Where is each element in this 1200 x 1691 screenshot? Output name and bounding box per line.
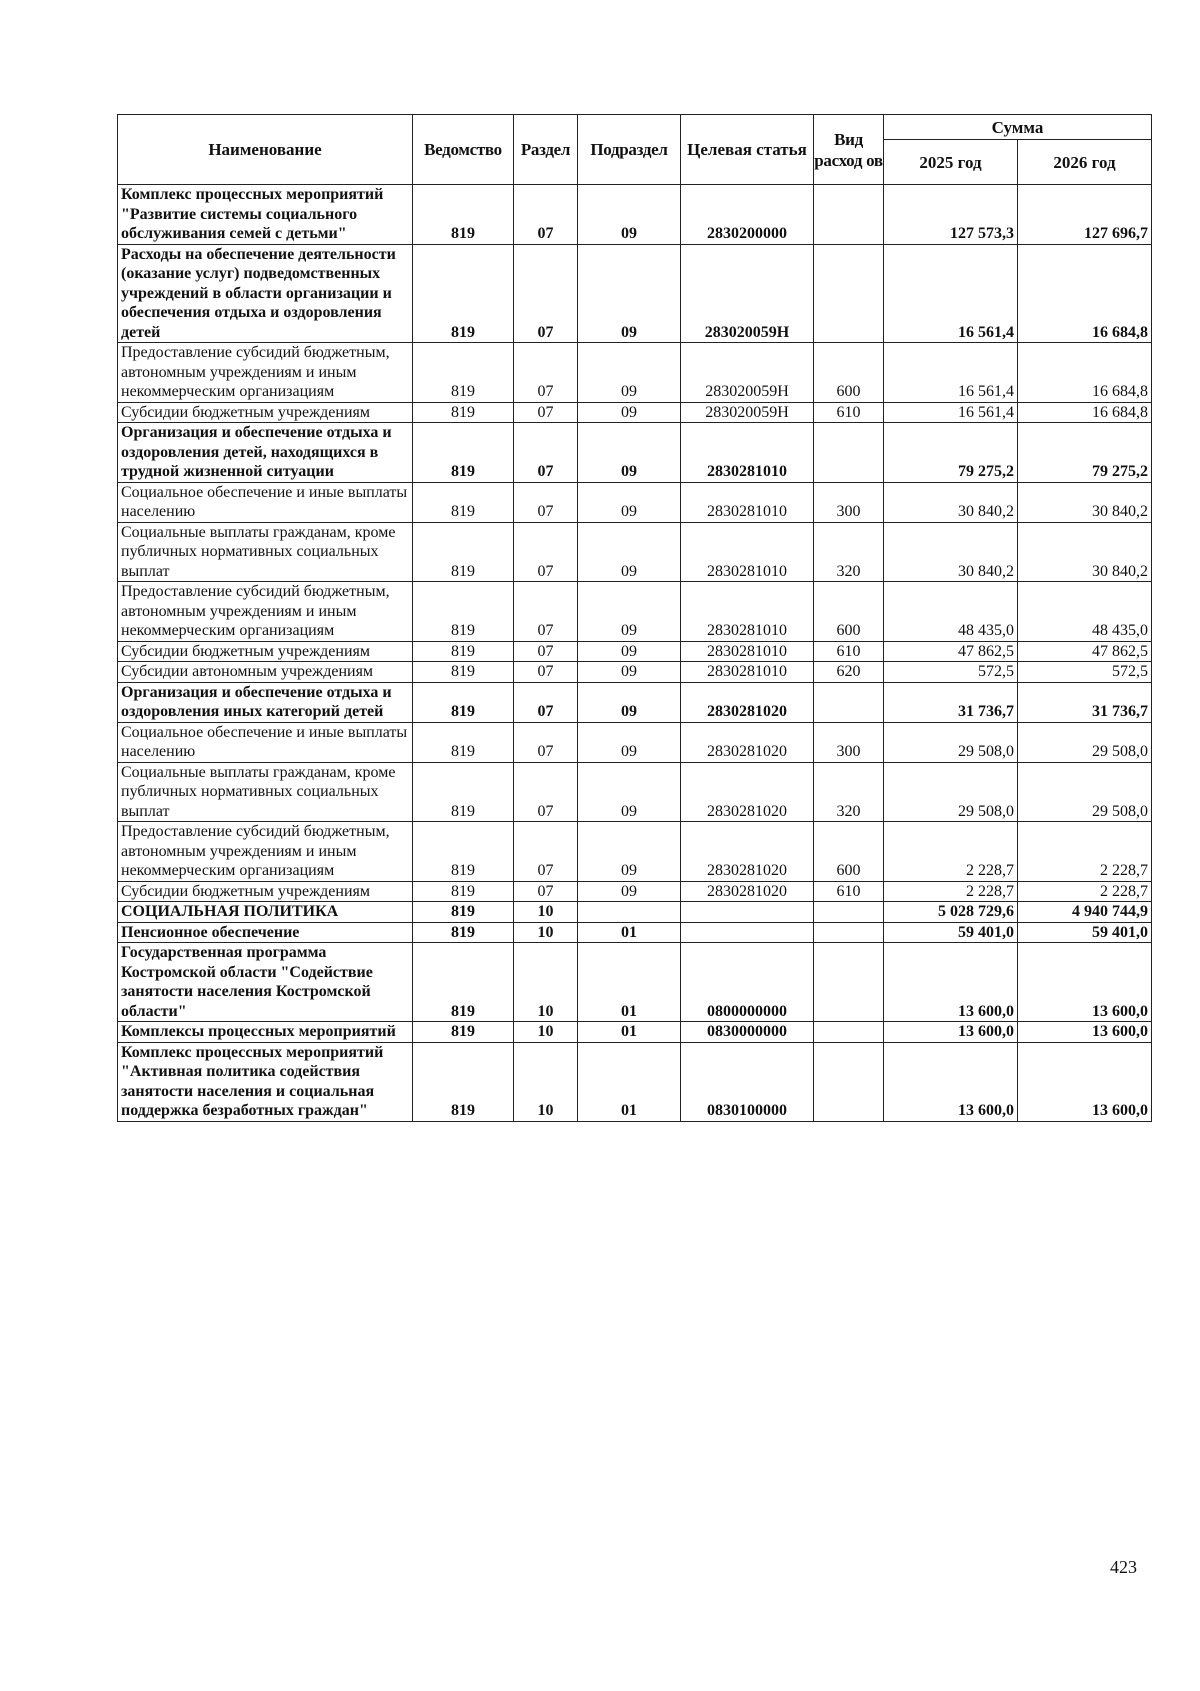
- row-name-cell: Пенсионное обеспечение: [118, 922, 413, 943]
- row-razdel-cell: 07: [514, 822, 578, 882]
- row-statya-cell: [681, 902, 814, 923]
- row-podrazdel-cell: 09: [578, 822, 681, 882]
- row-name-cell: Государственная программа Костромской области "Содействие занятости населения Костромской области": [118, 943, 413, 1022]
- row-razdel-cell: 07: [514, 343, 578, 403]
- row-sum-2025-cell: 29 508,0: [884, 762, 1018, 822]
- row-statya-cell: 0800000000: [681, 943, 814, 1022]
- table-row: [118, 762, 1152, 822]
- row-vid-cell: 610: [814, 881, 884, 902]
- row-razdel-cell: 07: [514, 641, 578, 662]
- row-vedomstvo-cell: 819: [413, 943, 514, 1022]
- row-vid-cell: 320: [814, 762, 884, 822]
- header-podrazdel: Подраздел: [578, 115, 681, 185]
- row-sum-2025-cell: 79 275,2: [884, 423, 1018, 483]
- row-sum-2025-cell: 13 600,0: [884, 1042, 1018, 1121]
- row-statya-cell: 2830281010: [681, 662, 814, 683]
- row-podrazdel-cell: 09: [578, 722, 681, 762]
- row-vedomstvo-cell: 819: [413, 343, 514, 403]
- row-podrazdel-cell: 09: [578, 482, 681, 522]
- row-razdel-cell: 07: [514, 423, 578, 483]
- row-podrazdel-cell: 01: [578, 922, 681, 943]
- row-vid-cell: 610: [814, 402, 884, 423]
- row-vedomstvo-cell: 819: [413, 582, 514, 642]
- row-razdel-cell: 10: [514, 1042, 578, 1121]
- table-row: [118, 582, 1152, 642]
- row-name-cell: Социальные выплаты гражданам, кроме публичных нормативных социальных выплат: [118, 522, 413, 582]
- row-vid-cell: 600: [814, 822, 884, 882]
- row-podrazdel-cell: 01: [578, 1042, 681, 1121]
- row-statya-cell: 2830281010: [681, 482, 814, 522]
- row-name-cell: Предоставление субсидий бюджетным, автономным учреждениям и иным некоммерческим организациям: [118, 822, 413, 882]
- row-razdel-cell: 07: [514, 662, 578, 683]
- row-name-cell: Предоставление субсидий бюджетным, автономным учреждениям и иным некоммерческим организациям: [118, 343, 413, 403]
- row-vedomstvo-cell: 819: [413, 822, 514, 882]
- row-razdel-cell: 07: [514, 682, 578, 722]
- header-summa: Сумма: [884, 115, 1152, 140]
- row-podrazdel-cell: 09: [578, 641, 681, 662]
- header-name: Наименование: [118, 115, 413, 185]
- row-vid-cell: [814, 902, 884, 923]
- table-row: [118, 822, 1152, 882]
- table-row: [118, 1022, 1152, 1043]
- row-razdel-cell: 07: [514, 244, 578, 343]
- row-razdel-cell: 07: [514, 582, 578, 642]
- row-sum-2026-cell: 30 840,2: [1018, 482, 1152, 522]
- row-statya-cell: 2830281010: [681, 582, 814, 642]
- row-name-cell: Субсидии бюджетным учреждениям: [118, 402, 413, 423]
- row-statya-cell: [681, 922, 814, 943]
- row-sum-2026-cell: 31 736,7: [1018, 682, 1152, 722]
- row-vid-cell: 300: [814, 722, 884, 762]
- header-vedomstvo: Ведомство: [413, 115, 514, 185]
- header-2026: 2026 год: [1018, 140, 1152, 185]
- header-statya: Целевая статья: [681, 115, 814, 185]
- row-podrazdel-cell: 09: [578, 582, 681, 642]
- row-podrazdel-cell: 09: [578, 185, 681, 245]
- row-podrazdel-cell: 01: [578, 943, 681, 1022]
- budget-table: [117, 114, 1152, 1122]
- row-podrazdel-cell: 09: [578, 402, 681, 423]
- table-header: [118, 115, 1152, 185]
- row-podrazdel-cell: 09: [578, 762, 681, 822]
- row-vid-cell: 600: [814, 582, 884, 642]
- table-row: [118, 423, 1152, 483]
- row-name-cell: Комплекс процессных мероприятий "Активная политика содействия занятости населения и социальная поддержка безработных граждан": [118, 1042, 413, 1121]
- row-statya-cell: 2830281020: [681, 822, 814, 882]
- row-podrazdel-cell: 09: [578, 244, 681, 343]
- row-sum-2026-cell: 16 684,8: [1018, 402, 1152, 423]
- row-vedomstvo-cell: 819: [413, 1022, 514, 1043]
- row-vid-cell: [814, 244, 884, 343]
- table-row: [118, 1042, 1152, 1121]
- row-vid-cell: 300: [814, 482, 884, 522]
- header-2025: 2025 год: [884, 140, 1018, 185]
- row-sum-2025-cell: 30 840,2: [884, 522, 1018, 582]
- row-vid-cell: [814, 1042, 884, 1121]
- row-name-cell: СОЦИАЛЬНАЯ ПОЛИТИКА: [118, 902, 413, 923]
- row-name-cell: Расходы на обеспечение деятельности (оказание услуг) подведомственных учреждений в области организации и обеспечения отдыха и оздоровления детей: [118, 244, 413, 343]
- row-statya-cell: 283020059Н: [681, 244, 814, 343]
- row-sum-2025-cell: 48 435,0: [884, 582, 1018, 642]
- row-sum-2025-cell: 16 561,4: [884, 343, 1018, 403]
- row-statya-cell: 2830281020: [681, 762, 814, 822]
- row-podrazdel-cell: 09: [578, 343, 681, 403]
- row-razdel-cell: 07: [514, 402, 578, 423]
- table-body: [118, 185, 1152, 1122]
- row-sum-2026-cell: 29 508,0: [1018, 722, 1152, 762]
- row-razdel-cell: 10: [514, 943, 578, 1022]
- row-statya-cell: 2830281020: [681, 881, 814, 902]
- row-statya-cell: 0830000000: [681, 1022, 814, 1043]
- row-sum-2026-cell: 13 600,0: [1018, 1022, 1152, 1043]
- row-vedomstvo-cell: 819: [413, 641, 514, 662]
- row-vedomstvo-cell: 819: [413, 902, 514, 923]
- table-row: [118, 902, 1152, 923]
- row-sum-2026-cell: 16 684,8: [1018, 343, 1152, 403]
- row-razdel-cell: 07: [514, 522, 578, 582]
- row-statya-cell: 2830281010: [681, 641, 814, 662]
- row-vedomstvo-cell: 819: [413, 482, 514, 522]
- row-sum-2026-cell: 2 228,7: [1018, 881, 1152, 902]
- row-name-cell: Социальные выплаты гражданам, кроме публичных нормативных социальных выплат: [118, 762, 413, 822]
- row-statya-cell: 2830281010: [681, 423, 814, 483]
- row-razdel-cell: 10: [514, 902, 578, 923]
- row-sum-2026-cell: 79 275,2: [1018, 423, 1152, 483]
- row-razdel-cell: 10: [514, 1022, 578, 1043]
- row-podrazdel-cell: 09: [578, 662, 681, 683]
- row-podrazdel-cell: [578, 902, 681, 923]
- row-sum-2026-cell: 47 862,5: [1018, 641, 1152, 662]
- row-statya-cell: 0830100000: [681, 1042, 814, 1121]
- table-row: [118, 185, 1152, 245]
- row-podrazdel-cell: 09: [578, 881, 681, 902]
- page-number: 423: [1110, 1557, 1137, 1577]
- row-vid-cell: [814, 1022, 884, 1043]
- header-razdel: Раздел: [514, 115, 578, 185]
- row-podrazdel-cell: 09: [578, 423, 681, 483]
- row-vedomstvo-cell: 819: [413, 423, 514, 483]
- table-row: [118, 402, 1152, 423]
- row-razdel-cell: 10: [514, 922, 578, 943]
- row-vedomstvo-cell: 819: [413, 244, 514, 343]
- table-row: [118, 343, 1152, 403]
- row-vid-cell: 320: [814, 522, 884, 582]
- row-name-cell: Социальное обеспечение и иные выплаты населению: [118, 722, 413, 762]
- row-sum-2026-cell: 30 840,2: [1018, 522, 1152, 582]
- row-vid-cell: 610: [814, 641, 884, 662]
- table-row: [118, 922, 1152, 943]
- row-sum-2026-cell: 29 508,0: [1018, 762, 1152, 822]
- row-razdel-cell: 07: [514, 722, 578, 762]
- row-sum-2026-cell: 59 401,0: [1018, 922, 1152, 943]
- row-statya-cell: 2830281020: [681, 682, 814, 722]
- row-sum-2025-cell: 47 862,5: [884, 641, 1018, 662]
- row-name-cell: Комплекс процессных мероприятий "Развитие системы социального обслуживания семей с детьми": [118, 185, 413, 245]
- row-vedomstvo-cell: 819: [413, 402, 514, 423]
- row-sum-2026-cell: 2 228,7: [1018, 822, 1152, 882]
- row-sum-2025-cell: 16 561,4: [884, 402, 1018, 423]
- row-sum-2026-cell: 127 696,7: [1018, 185, 1152, 245]
- row-statya-cell: 2830200000: [681, 185, 814, 245]
- table-row: [118, 662, 1152, 683]
- row-vedomstvo-cell: 819: [413, 682, 514, 722]
- row-sum-2025-cell: 13 600,0: [884, 943, 1018, 1022]
- row-vedomstvo-cell: 819: [413, 1042, 514, 1121]
- row-podrazdel-cell: 09: [578, 522, 681, 582]
- row-sum-2025-cell: 5 028 729,6: [884, 902, 1018, 923]
- row-name-cell: Субсидии бюджетным учреждениям: [118, 881, 413, 902]
- row-sum-2025-cell: 31 736,7: [884, 682, 1018, 722]
- table-row: [118, 641, 1152, 662]
- row-sum-2026-cell: 16 684,8: [1018, 244, 1152, 343]
- row-vedomstvo-cell: 819: [413, 522, 514, 582]
- row-vid-cell: [814, 682, 884, 722]
- row-sum-2025-cell: 2 228,7: [884, 822, 1018, 882]
- table-row: [118, 722, 1152, 762]
- row-sum-2026-cell: 13 600,0: [1018, 1042, 1152, 1121]
- row-name-cell: Предоставление субсидий бюджетным, автономным учреждениям и иным некоммерческим организациям: [118, 582, 413, 642]
- row-vid-cell: 620: [814, 662, 884, 683]
- row-name-cell: Социальное обеспечение и иные выплаты населению: [118, 482, 413, 522]
- row-sum-2026-cell: 4 940 744,9: [1018, 902, 1152, 923]
- row-podrazdel-cell: 09: [578, 682, 681, 722]
- table-row: [118, 522, 1152, 582]
- table-row: [118, 682, 1152, 722]
- row-name-cell: Организация и обеспечение отдыха и оздоровления детей, находящихся в трудной жизненной ситуации: [118, 423, 413, 483]
- row-razdel-cell: 07: [514, 881, 578, 902]
- row-statya-cell: 2830281020: [681, 722, 814, 762]
- row-vedomstvo-cell: 819: [413, 185, 514, 245]
- table-row: [118, 943, 1152, 1022]
- row-razdel-cell: 07: [514, 185, 578, 245]
- row-sum-2025-cell: 2 228,7: [884, 881, 1018, 902]
- row-razdel-cell: 07: [514, 482, 578, 522]
- row-sum-2025-cell: 59 401,0: [884, 922, 1018, 943]
- header-vid: Вид расход ов: [814, 115, 884, 185]
- row-statya-cell: 2830281010: [681, 522, 814, 582]
- row-sum-2026-cell: 48 435,0: [1018, 582, 1152, 642]
- row-sum-2025-cell: 16 561,4: [884, 244, 1018, 343]
- row-name-cell: Субсидии автономным учреждениям: [118, 662, 413, 683]
- row-sum-2025-cell: 29 508,0: [884, 722, 1018, 762]
- row-vid-cell: [814, 943, 884, 1022]
- row-sum-2025-cell: 572,5: [884, 662, 1018, 683]
- row-statya-cell: 283020059Н: [681, 402, 814, 423]
- row-vid-cell: [814, 922, 884, 943]
- row-sum-2025-cell: 13 600,0: [884, 1022, 1018, 1043]
- table-row: [118, 881, 1152, 902]
- table-row: [118, 482, 1152, 522]
- row-vedomstvo-cell: 819: [413, 662, 514, 683]
- row-razdel-cell: 07: [514, 762, 578, 822]
- row-vedomstvo-cell: 819: [413, 722, 514, 762]
- row-statya-cell: 283020059Н: [681, 343, 814, 403]
- row-sum-2025-cell: 30 840,2: [884, 482, 1018, 522]
- row-vid-cell: [814, 423, 884, 483]
- row-name-cell: Комплексы процессных мероприятий: [118, 1022, 413, 1043]
- row-name-cell: Организация и обеспечение отдыха и оздоровления иных категорий детей: [118, 682, 413, 722]
- row-vedomstvo-cell: 819: [413, 881, 514, 902]
- row-vedomstvo-cell: 819: [413, 762, 514, 822]
- row-name-cell: Субсидии бюджетным учреждениям: [118, 641, 413, 662]
- row-sum-2026-cell: 13 600,0: [1018, 943, 1152, 1022]
- row-vedomstvo-cell: 819: [413, 922, 514, 943]
- row-vid-cell: 600: [814, 343, 884, 403]
- row-sum-2025-cell: 127 573,3: [884, 185, 1018, 245]
- table-row: [118, 244, 1152, 343]
- row-podrazdel-cell: 01: [578, 1022, 681, 1043]
- row-sum-2026-cell: 572,5: [1018, 662, 1152, 683]
- row-vid-cell: [814, 185, 884, 245]
